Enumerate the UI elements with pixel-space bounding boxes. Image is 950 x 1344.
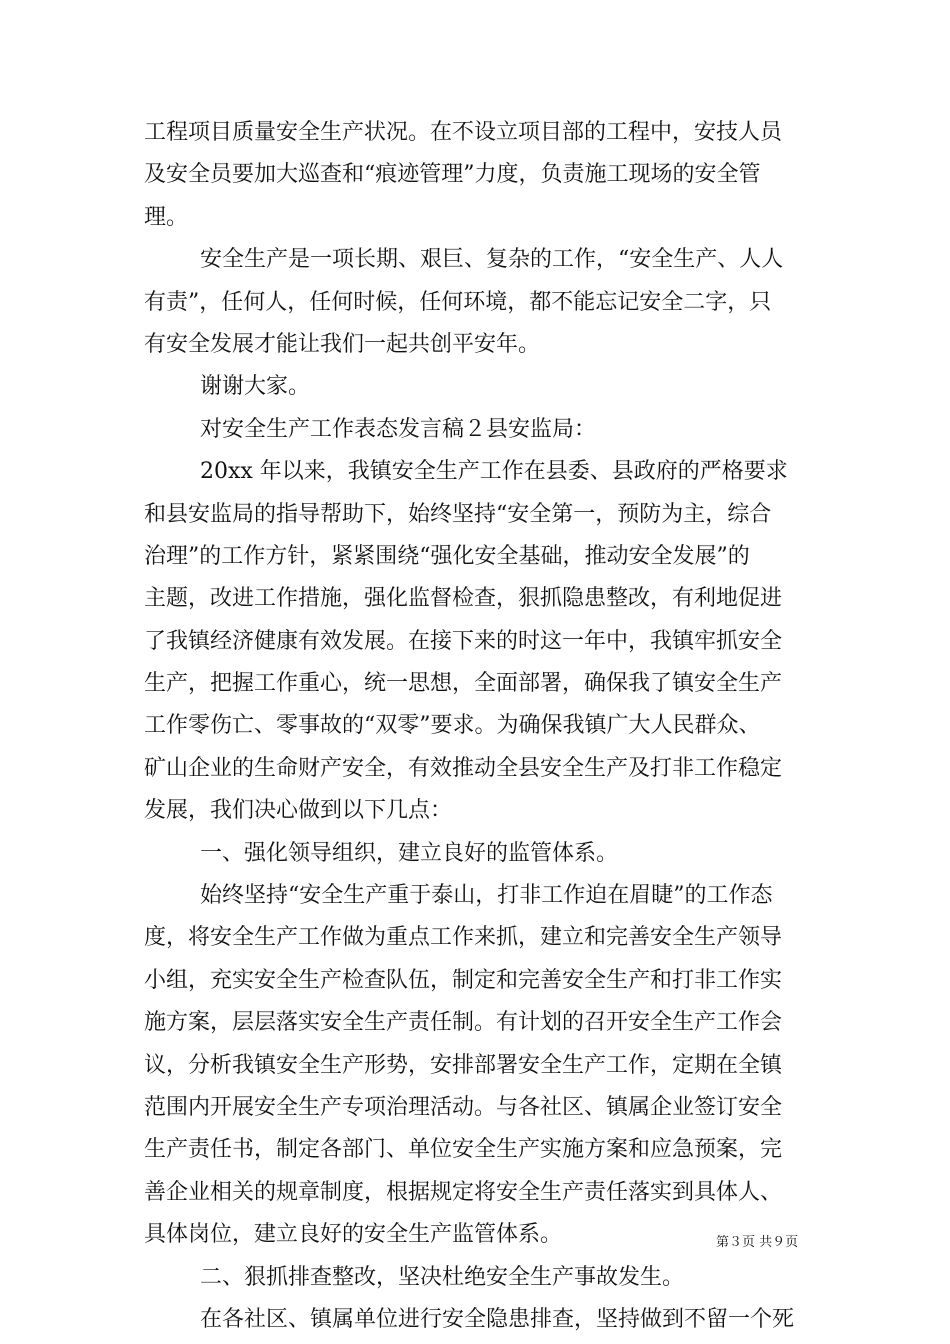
text-line: 施方案，层层落实安全生产责任制。有计划的召开安全生产工作会	[144, 1010, 783, 1036]
text-line: 具体岗位，建立良好的安全生产监管体系。	[144, 1222, 563, 1248]
text-line: 工作零伤亡、零事故的“双零”要求。为确保我镇广大人民群众、	[144, 713, 761, 739]
text-line: 小组，充实安全生产检查队伍，制定和完善安全生产和打非工作实	[144, 967, 783, 993]
text-line: 及安全员要加大巡查和“痕迹管理”力度，负责施工现场的安全管	[144, 162, 761, 188]
text-line: 有安全发展才能让我们一起共创平安年。	[144, 331, 541, 357]
text-line: 善企业相关的规章制度，根据规定将安全生产责任落实到具体人、	[144, 1179, 783, 1205]
page-number: 第３页 共９页	[716, 1235, 799, 1250]
text-line: 有责”，任何人，任何时候，任何环境，都不能忘记安全二字，只	[144, 289, 772, 315]
text-line: 生产，把握工作重心，统一思想，全面部署，确保我了镇安全生产	[144, 671, 783, 697]
text-line: 了我镇经济健康有效发展。在接下来的时这一年中，我镇牢抓安全	[144, 628, 783, 654]
text-line: 对安全生产工作表态发言稿２县安监局：	[200, 416, 597, 442]
text-line: 20xx 年以来，我镇安全生产工作在县委、县政府的严格要求	[200, 459, 788, 485]
text-line: 始终坚持“安全生产重于泰山，打非工作迫在眉睫”的工作态	[200, 883, 773, 909]
text-line: 范围内开展安全生产专项治理活动。与各社区、镇属企业签订安全	[144, 1094, 783, 1120]
text-line: 主题，改进工作措施，强化监督检查，狠抓隐患整改，有利地促进	[144, 586, 783, 612]
text-line: 谢谢大家。	[200, 374, 311, 400]
text-line: 二、狠抓排查整改，坚决杜绝安全生产事故发生。	[200, 1264, 685, 1290]
text-line: 一、强化领导组织，建立良好的监管体系。	[200, 840, 619, 866]
text-line: 安全生产是一项长期、艰巨、复杂的工作，“安全生产、人人	[200, 247, 784, 273]
text-line: 生产责任书，制定各部门、单位安全生产实施方案和应急预案，完	[144, 1137, 783, 1163]
text-line: 理。	[144, 204, 189, 230]
text-line: 在各社区、镇属单位进行安全隐患排查，坚持做到不留一个死	[200, 1306, 795, 1332]
text-line: 工程项目质量安全生产状况。在不设立项目部的工程中，安技人员	[144, 120, 783, 145]
text-line: 发展，我们决心做到以下几点：	[144, 798, 453, 824]
text-line: 议，分析我镇安全生产形势，安排部署安全生产工作，定期在全镇	[144, 1052, 783, 1078]
text-line: 和县安监局的指导帮助下，始终坚持“安全第一，预防为主，综合	[144, 501, 772, 527]
document-body	[144, 112, 806, 1341]
text-line: 度，将安全生产工作做为重点工作来抓，建立和完善安全生产领导	[144, 925, 783, 951]
text-line: 治理”的工作方针，紧紧围绕“强化安全基础，推动安全发展”的	[144, 543, 750, 569]
text-line: 矿山企业的生命财产安全，有效推动全县安全生产及打非工作稳定	[144, 755, 783, 781]
